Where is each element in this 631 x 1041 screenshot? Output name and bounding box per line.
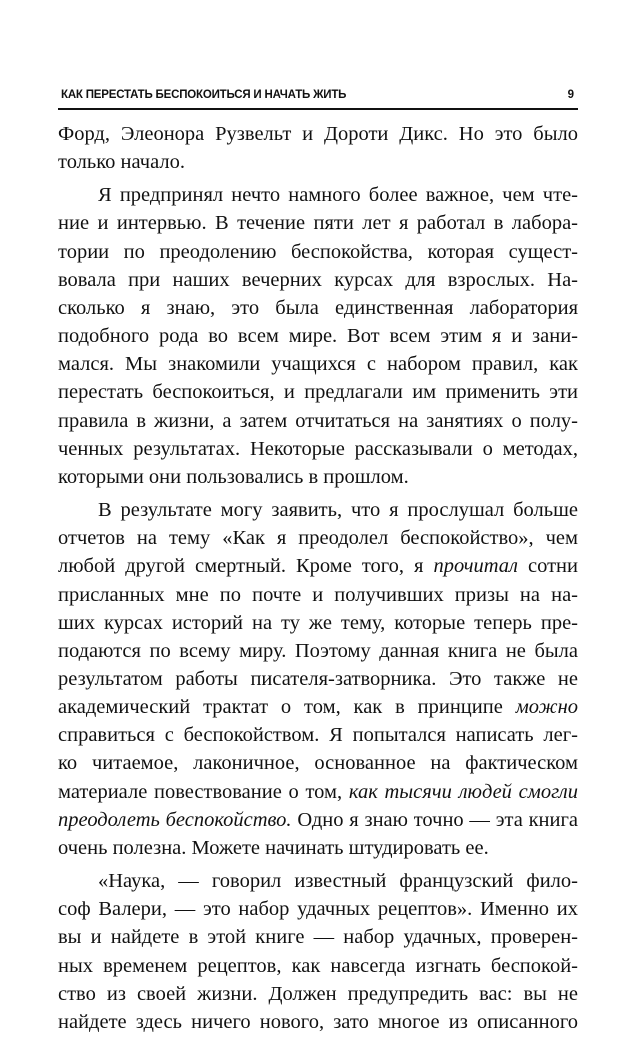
text-line: Я предпринял нечто намного более важное, чем чте- [98,184,578,207]
text-line: которыми они пользовались в прошлом. [58,465,409,488]
text-line: Форд, Элеонора Рузвельт и Дороти Дикс. Но это было [58,123,578,145]
text-line: В результате могу заявить, что я прослушал больше [98,499,578,522]
paragraph-4 [58,867,578,1036]
italic-text: как тысячи людей смогли [348,780,578,803]
text-line: присланных мне по почте и получивших призы на на- [58,583,578,606]
italic-text: преодолеть беспокойство. [58,808,292,831]
text-line: тории по преодолению беспокойства, которая сущест- [58,240,578,263]
text-line: ных временем рецептов, как навсегда изгнать беспокой- [58,954,578,977]
body-text [58,120,578,1041]
text-line: найдете здесь ничего нового, зато многое из описанного [58,1010,578,1033]
text-line: ство из своей жизни. Должен предупредить вас: вы не [58,982,578,1005]
text-line: любой другой смертный. Кроме того, я прочитал сотни [58,555,578,578]
text-line: ченных результатах. Некоторые рассказывали о методах, [58,437,578,460]
text-line: результатом работы писателя-затворника. Это также не [58,667,578,690]
text-line: справиться с беспокойством. Я попытался написать лег- [58,724,578,747]
text-line: преодолеть беспокойство. Одно я знаю точно — эта книга [58,808,578,831]
text-line: мался. Мы знакомили учащихся с набором правил, как [58,353,578,376]
paragraph-3 [58,496,578,862]
text-line: подаются по всему миру. Поэтому данная книга не была [58,639,578,662]
text-line: правила в жизни, а затем отчитаться на занятиях о полу- [58,409,578,432]
text-line: перестать беспокоиться, и предлагали им применить эти [58,381,578,404]
page-number: 9 [567,89,574,101]
italic-text: можно [515,696,578,719]
text-line: «Наука, — говорил известный французский фило- [98,870,578,893]
text-line: сколько я знаю, это была единственная лаборатория [58,296,578,319]
text-line: отчетов на тему «Как я преодолел беспокойство», чем [58,527,578,550]
text-line: академический трактат о том, как в принципе можно [58,696,578,719]
text-line: ших курсах историй на ту же тему, которые теперь пре- [58,611,578,634]
text-line: вы и найдете в этой книге — набор удачных, проверен- [58,926,578,949]
text-line: соф Валери, — это набор удачных рецептов». Именно их [58,898,578,921]
text-line: только начало. [58,151,185,174]
text-line: очень полезна. Можете начинать штудировать ее. [58,836,489,859]
italic-text: прочитал [433,555,518,578]
paragraph-2 [58,181,578,491]
text-line: вовала при наших вечерних курсах для взрослых. На- [58,268,578,291]
text-line: подобного рода во всем мире. Вот всем этим я и зани- [58,325,578,348]
text-line: ко читаемое, лаконичное, основанное на фактическом [58,752,578,775]
paragraph-1 [58,120,578,176]
text-line: материале повествование о том, как тысячи людей смогли [58,780,578,803]
text-line: ние и интервью. В течение пяти лет я работал в лабора- [58,212,578,235]
running-title: КАК ПЕРЕСТАТЬ БЕСПОКОИТЬСЯ И НАЧАТЬ ЖИТЬ [61,89,347,101]
running-header [58,86,578,110]
